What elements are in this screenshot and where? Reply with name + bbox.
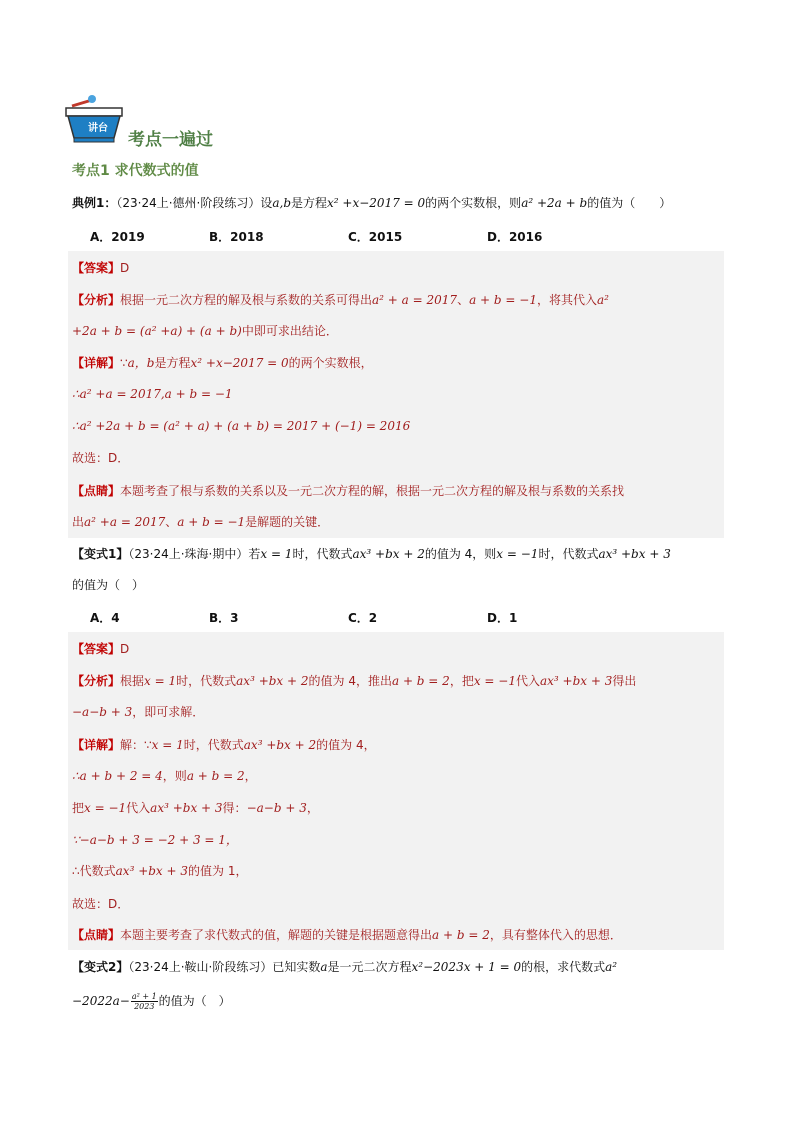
detail-line-6 [72, 895, 129, 913]
variant1-question-line-1 [72, 545, 671, 563]
answer-value: D [120, 261, 130, 275]
analysis-text: 根据一元二次方程的解及根与系数的关系可得出 [120, 293, 373, 307]
math-expression: ax³ +bx + 3 [539, 674, 613, 688]
comment-line-1 [72, 926, 622, 944]
math-expression: x = −1 [473, 674, 516, 688]
analysis-text: ，将其代入 [536, 293, 597, 307]
math-expression: a + b = −1 [469, 293, 537, 307]
analysis-text: 中即可求出结论． [241, 324, 338, 338]
math-expression: a² +a = 2017 [84, 515, 166, 529]
comment-text: 本题主要考查了求代数式的值，解题的关键是根据题意得出 [120, 928, 433, 942]
option-d: D．1 [487, 611, 518, 625]
detail-tag: 【详解】 [72, 356, 121, 370]
variant2-source: （23·24上·鞍山·阶段练习） [128, 960, 273, 974]
math-expression: −2022a− [72, 994, 130, 1008]
analysis-tag: 【分析】 [72, 293, 121, 307]
variant2-question-line-2 [72, 992, 231, 1011]
math-expression: ∴a² +2a + b = (a² + a) + (a + b) = 2017 + (−1) = 2016 [72, 419, 411, 433]
comment-tag: 【点睛】 [72, 484, 121, 498]
math-expression: a + b = −1 [177, 515, 246, 529]
analysis-text: 时，代数式 [176, 674, 237, 688]
detail-text: 是方程 [154, 356, 191, 370]
detail-text: ， [244, 769, 257, 783]
detail-text: 的两个实数根， [288, 356, 373, 370]
math-expression: a² [597, 293, 609, 307]
analysis-line-2 [72, 703, 204, 721]
analysis-text: 得出 [612, 674, 637, 688]
stem-text: 是方程 [291, 196, 328, 210]
section-title: 考点一遍过 [128, 130, 213, 150]
math-equation: x² +x−2017 = 0 [190, 356, 289, 370]
analysis-text: 、 [457, 293, 470, 307]
stem-text: 的值为（ ） [587, 196, 672, 210]
math-expression: ∴a² +a = 2017,a + b = −1 [72, 387, 233, 401]
variant2-question-line-1 [72, 958, 617, 976]
math-expression: ax³ +bx + 3 [115, 864, 189, 878]
variant1-prefix: 【变式1】 [72, 547, 129, 561]
math-expression: −a−b + 3 [246, 801, 307, 815]
analysis-text: 代入 [515, 674, 540, 688]
analysis-line-1 [72, 291, 609, 309]
example1-source: （23·24上·德州·阶段练习） [116, 196, 261, 210]
math-expression: a + b = 2 [432, 928, 490, 942]
stem-text: 的两个实数根，则 [425, 196, 522, 210]
detail-text: 时，代数式 [183, 738, 244, 752]
math-expression: a² +2a + b [521, 196, 588, 210]
detail-text: 得： [222, 801, 247, 815]
detail-line-2 [72, 767, 257, 785]
detail-line-4 [72, 831, 238, 849]
stem-text: 是一元二次方程 [327, 960, 412, 974]
stem-text: 的值为（ ） [158, 994, 231, 1008]
math-expression: x = −1 [496, 547, 539, 561]
math-expression: x = 1 [144, 674, 177, 688]
math-expression: ax³ +bx + 3 [150, 801, 223, 815]
analysis-text: ，把 [449, 674, 474, 688]
stem-text: 时，代数式 [538, 547, 599, 561]
option-b: B．2018 [209, 230, 264, 244]
detail-line-4 [72, 449, 129, 467]
comment-text: ，具有整体代入的思想． [489, 928, 622, 942]
math-expression: ax³ +bx + 2 [352, 547, 425, 561]
detail-tag: 【详解】 [72, 738, 121, 752]
math-expression: ax³ +bx + 2 [243, 738, 317, 752]
math-expression: x = −1 [84, 801, 127, 815]
example1-question [72, 194, 671, 212]
detail-text: 的值为 4， [316, 738, 376, 752]
math-expression: +2a + b = (a² +a) + (a + b) [72, 324, 242, 338]
math-expression: a² [605, 960, 618, 974]
stem-text: 的值为 4，则 [424, 547, 497, 561]
detail-text: ，则 [162, 769, 187, 783]
stem-text: 设 [260, 196, 273, 210]
logo-label: 讲台 [88, 123, 108, 134]
comment-text: 是解题的关键． [245, 515, 330, 529]
analysis-line-2 [72, 322, 338, 340]
stem-text: 的根，求代数式 [521, 960, 606, 974]
detail-text: 故选：D． [72, 451, 130, 465]
math-expression: −a−b + 3 [72, 705, 133, 719]
math-expression: a + b = 2 [391, 674, 450, 688]
math-expression: a + b = 2 [186, 769, 245, 783]
comment-text: 、 [165, 515, 178, 529]
detail-line-5 [72, 862, 247, 880]
math-expression: ∴a + b + 2 = 4 [72, 769, 163, 783]
answer-tag: 【答案】 [72, 261, 121, 275]
stem-text: 的值为（ ） [72, 578, 145, 592]
stem-text: 已知实数 [272, 960, 321, 974]
option-d: D．2016 [487, 230, 543, 244]
variant2-prefix: 【变式2】 [72, 960, 129, 974]
answer-value: D [120, 642, 130, 656]
answer-line [72, 640, 129, 658]
math-equation: x² +x−2017 = 0 [327, 196, 426, 210]
answer-line [72, 259, 129, 277]
analysis-text: 根据 [120, 674, 145, 688]
math-vars: a，b [127, 356, 155, 370]
comment-line-1 [72, 482, 624, 500]
detail-text: 代入 [126, 801, 151, 815]
analysis-text: ，即可求解． [132, 705, 205, 719]
variant1-question-line-2 [72, 576, 144, 594]
detail-text: 故选：D． [72, 897, 130, 911]
detail-line-2 [72, 385, 233, 403]
detail-text: 的值为 1， [188, 864, 248, 878]
stem-text: 时，代数式 [292, 547, 353, 561]
variant1-source: （23·24上·珠海·期中） [128, 547, 249, 561]
option-a: A．4 [90, 611, 120, 625]
comment-text: 本题考查了根与系数的关系以及一元二次方程的解，根据一元二次方程的解及根与系数的关系找 [120, 484, 625, 498]
detail-text: 解：∵ [120, 738, 152, 752]
detail-line-1 [72, 354, 373, 372]
comment-tag: 【点睛】 [72, 928, 121, 942]
detail-text: ， [306, 801, 319, 815]
math-expression: x = 1 [260, 547, 293, 561]
comment-line-2 [72, 513, 329, 531]
math-expression: a² + a = 2017 [372, 293, 458, 307]
math-expression: ax³ +bx + 3 [598, 547, 671, 561]
option-a: A．2019 [90, 230, 145, 244]
analysis-text: 的值为 4，推出 [308, 674, 392, 688]
detail-text: ∴代数式 [72, 864, 116, 878]
detail-line-1 [72, 736, 376, 754]
math-var: a [320, 960, 328, 974]
math-expression: x = 1 [151, 738, 184, 752]
fraction [131, 992, 158, 1011]
option-c: C．2 [348, 611, 378, 625]
detail-line-3 [72, 799, 319, 817]
analysis-line-1 [72, 672, 636, 690]
detail-line-3 [72, 417, 410, 435]
option-c: C．2015 [348, 230, 403, 244]
stem-text: 若 [248, 547, 261, 561]
fraction-numerator: a² + 1 [131, 992, 157, 1001]
detail-text: ∵ [120, 356, 128, 370]
example1-prefix: 典例1： [72, 196, 117, 210]
analysis-tag: 【分析】 [72, 674, 121, 688]
math-vars: a,b [272, 196, 292, 210]
math-expression: ∵−a−b + 3 = −2 + 3 = 1， [72, 833, 238, 847]
math-expression: ax³ +bx + 2 [236, 674, 309, 688]
answer-tag: 【答案】 [72, 642, 121, 656]
comment-text: 出 [72, 515, 85, 529]
topic-title: 考点1 求代数式的值 [72, 163, 199, 179]
math-equation: x²−2023x + 1 = 0 [411, 960, 522, 974]
option-b: B．3 [209, 611, 239, 625]
detail-text: 把 [72, 801, 85, 815]
fraction-denominator: 2023 [134, 1002, 155, 1011]
